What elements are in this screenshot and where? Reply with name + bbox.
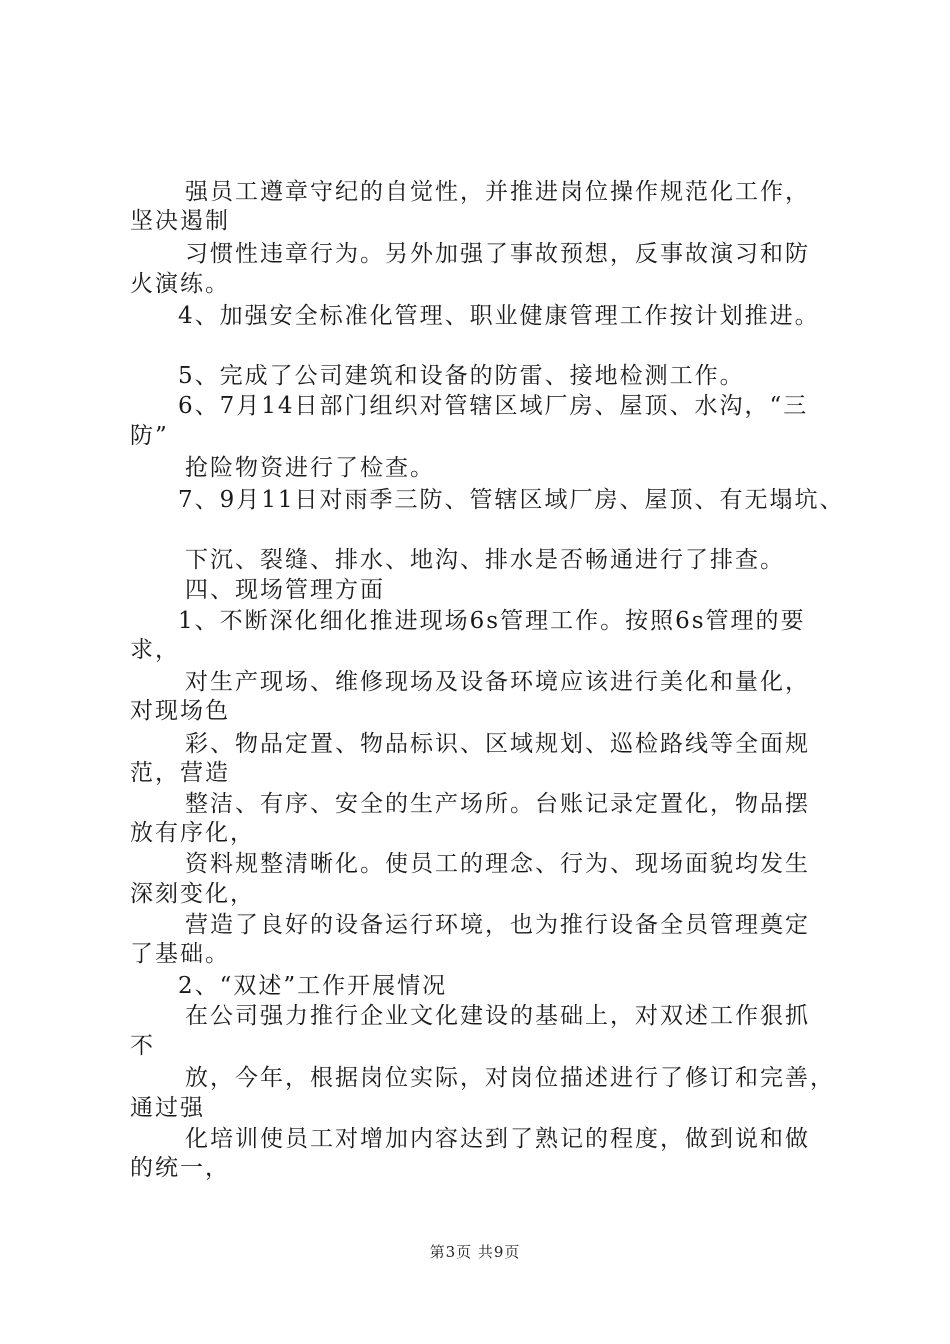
text-line: 习惯性违章行为。另外加强了事故预想，反事故演习和防 — [185, 241, 810, 267]
text-line: 彩、物品定置、物品标识、区域规划、巡检路线等全面规 — [185, 731, 810, 757]
text-line: 对生产现场、维修现场及设备环境应该进行美化和量化， — [185, 669, 810, 695]
text-line: 通过强 — [130, 1095, 205, 1121]
text-line: 4、加强安全标准化管理、职业健康管理工作按计划推进。 — [178, 303, 820, 329]
text-line: 化培训使员工对增加内容达到了熟记的程度，做到说和做 — [185, 1126, 810, 1152]
text-line: 火演练。 — [130, 271, 230, 297]
text-line: 资料规整清晰化。使员工的理念、行为、现场面貌均发生 — [185, 851, 810, 877]
text-line: 了基础。 — [130, 941, 230, 967]
text-line: 放有序化， — [130, 820, 255, 846]
text-line: 在公司强力推行企业文化建设的基础上，对双述工作狠抓 — [185, 1003, 810, 1029]
text-line: 抢险物资进行了检查。 — [185, 455, 435, 481]
text-line: 对现场色 — [130, 698, 230, 724]
text-line: 坚决遏制 — [130, 208, 230, 234]
text-line: 的统一， — [130, 1155, 230, 1181]
text-line: 7、9月11日对雨季三防、管辖区域厂房、屋顶、有无塌坑、 — [178, 487, 845, 513]
text-line: 下沉、裂缝、排水、地沟、排水是否畅通进行了排查。 — [185, 547, 785, 573]
section-heading: 2、“双述”工作开展情况 — [178, 973, 448, 999]
text-line: 5、完成了公司建筑和设备的防雷、接地检测工作。 — [178, 363, 745, 389]
text-line: 整洁、有序、安全的生产场所。台账记录定置化，物品摆 — [185, 791, 810, 817]
text-line: 求， — [130, 637, 180, 663]
text-line: 范，营造 — [130, 760, 230, 786]
text-line: 强员工遵章守纪的自觉性，并推进岗位操作规范化工作， — [185, 179, 810, 205]
text-line: 1、不断深化细化推进现场6s管理工作。按照6s管理的要 — [178, 608, 806, 634]
text-line: 6、7月14日部门组织对管辖区域厂房、屋顶、水沟，“三 — [178, 393, 809, 419]
text-line: 深刻变化， — [130, 881, 255, 907]
text-line: 防” — [130, 423, 169, 449]
text-line: 放，今年，根据岗位实际，对岗位描述进行了修订和完善， — [185, 1065, 835, 1091]
section-heading: 四、现场管理方面 — [185, 577, 385, 603]
text-line: 不 — [130, 1033, 155, 1059]
text-line: 营造了良好的设备运行环境，也为推行设备全员管理奠定 — [185, 912, 810, 938]
page-number-footer: 第3页 共9页 — [429, 1243, 521, 1261]
